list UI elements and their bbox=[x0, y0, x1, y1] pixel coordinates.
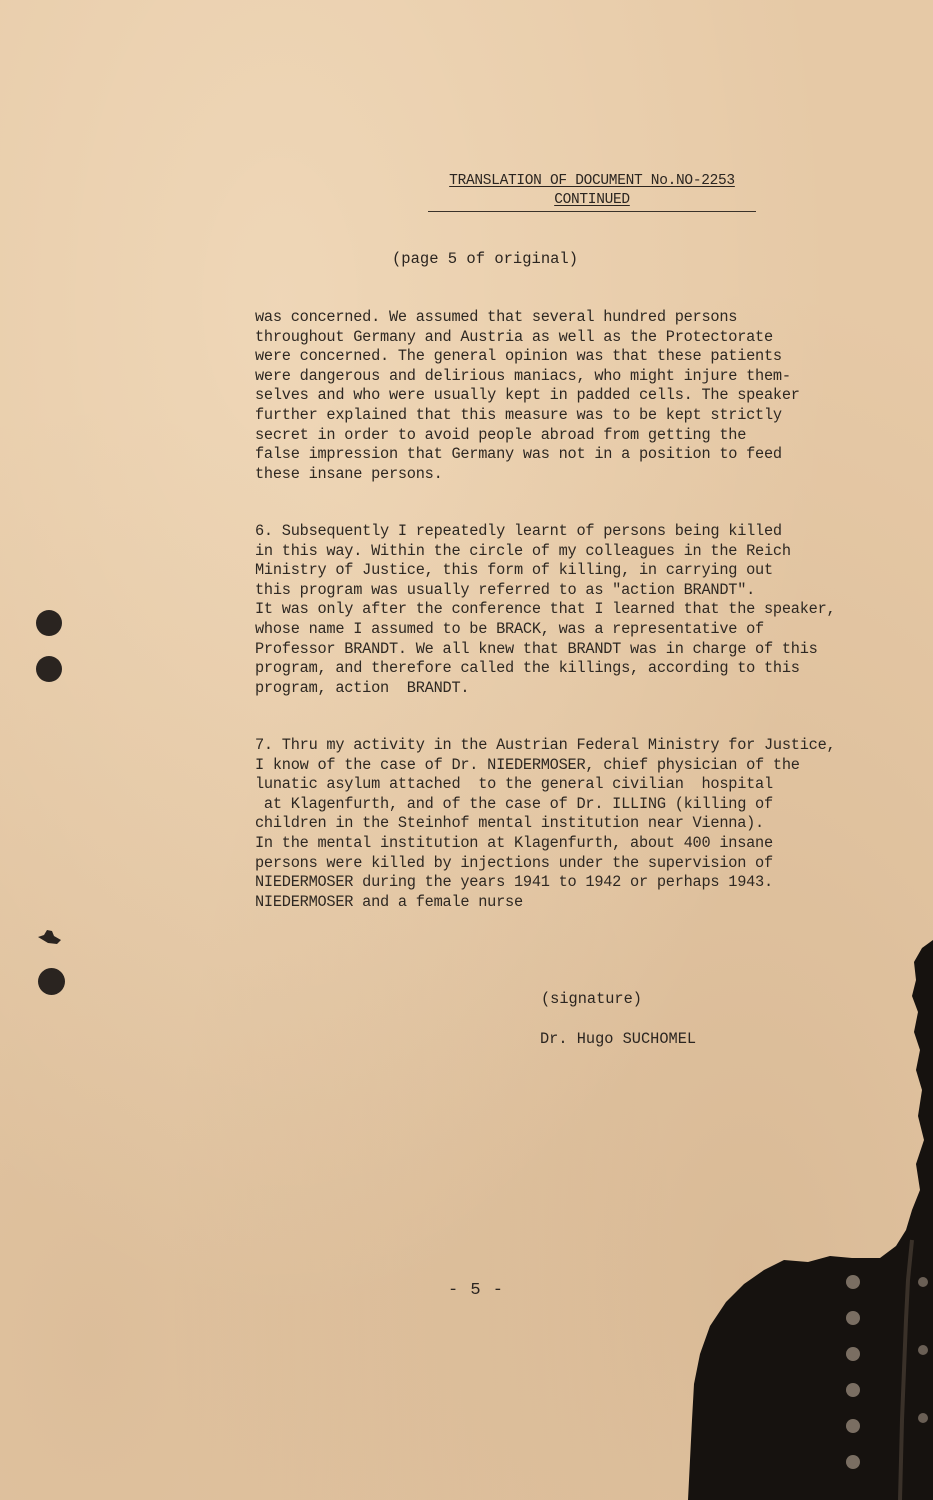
ink-blot bbox=[35, 928, 63, 946]
header-underline bbox=[428, 211, 756, 212]
paragraph-6: 6. Subsequently I repeatedly learnt of persons being killed in this way. Within the circle of my colleagues in the Reich Ministry of Justice, this form of killing, in carrying out this program was usually referred to as "action BRANDT". It was only after the conference that I learned that the speaker, whose name I assumed to be BRACK, was a representative of Professor BRANDT. We all knew that BRANDT was in charge of this program, and therefore called the killings, according to this program, action BRANDT. bbox=[255, 522, 836, 697]
header-continued: CONTINUED bbox=[554, 192, 630, 208]
binder-clip-shadow bbox=[680, 940, 933, 1500]
paragraph-7: 7. Thru my activity in the Austrian Federal Ministry for Justice, I know of the case of Dr. NIEDERMOSER, chief physician of the lunatic asylum attached to the general civilian hospital at Klagenfurth, and of the case of Dr. ILLING (killing of children in the Steinhof mental institution near Vienna). In the mental institution at Klagenfurth, about 400 insane persons were killed by injections under the supervision of NIEDERMOSER during the years 1941 to 1942 or perhaps 1943. NIEDERMOSER and a female nurse bbox=[255, 736, 836, 911]
page-reference: (page 5 of original) bbox=[392, 250, 579, 268]
punch-hole bbox=[38, 968, 65, 995]
paragraph-continuation: was concerned. We assumed that several hundred persons throughout Germany and Austria as well as the Protectorate were concerned. The general opinion was that these patients were dangerous and delirious maniacs, who might injure them- selves and who were usually kept in padded cells. The speaker further explained that this measure was to be kept strictly secret in order to avoid people abroad from getting the false impression that Germany was not in a position to feed these insane persons. bbox=[255, 308, 800, 483]
page-number: - 5 - bbox=[448, 1281, 505, 1300]
punch-hole bbox=[36, 610, 62, 636]
signature-label: (signature) bbox=[541, 990, 642, 1008]
signatory-name: Dr. Hugo SUCHOMEL bbox=[540, 1030, 697, 1048]
punch-hole bbox=[36, 656, 62, 682]
header-title: TRANSLATION OF DOCUMENT No.NO-2253 bbox=[449, 173, 735, 189]
document-header bbox=[428, 172, 756, 210]
